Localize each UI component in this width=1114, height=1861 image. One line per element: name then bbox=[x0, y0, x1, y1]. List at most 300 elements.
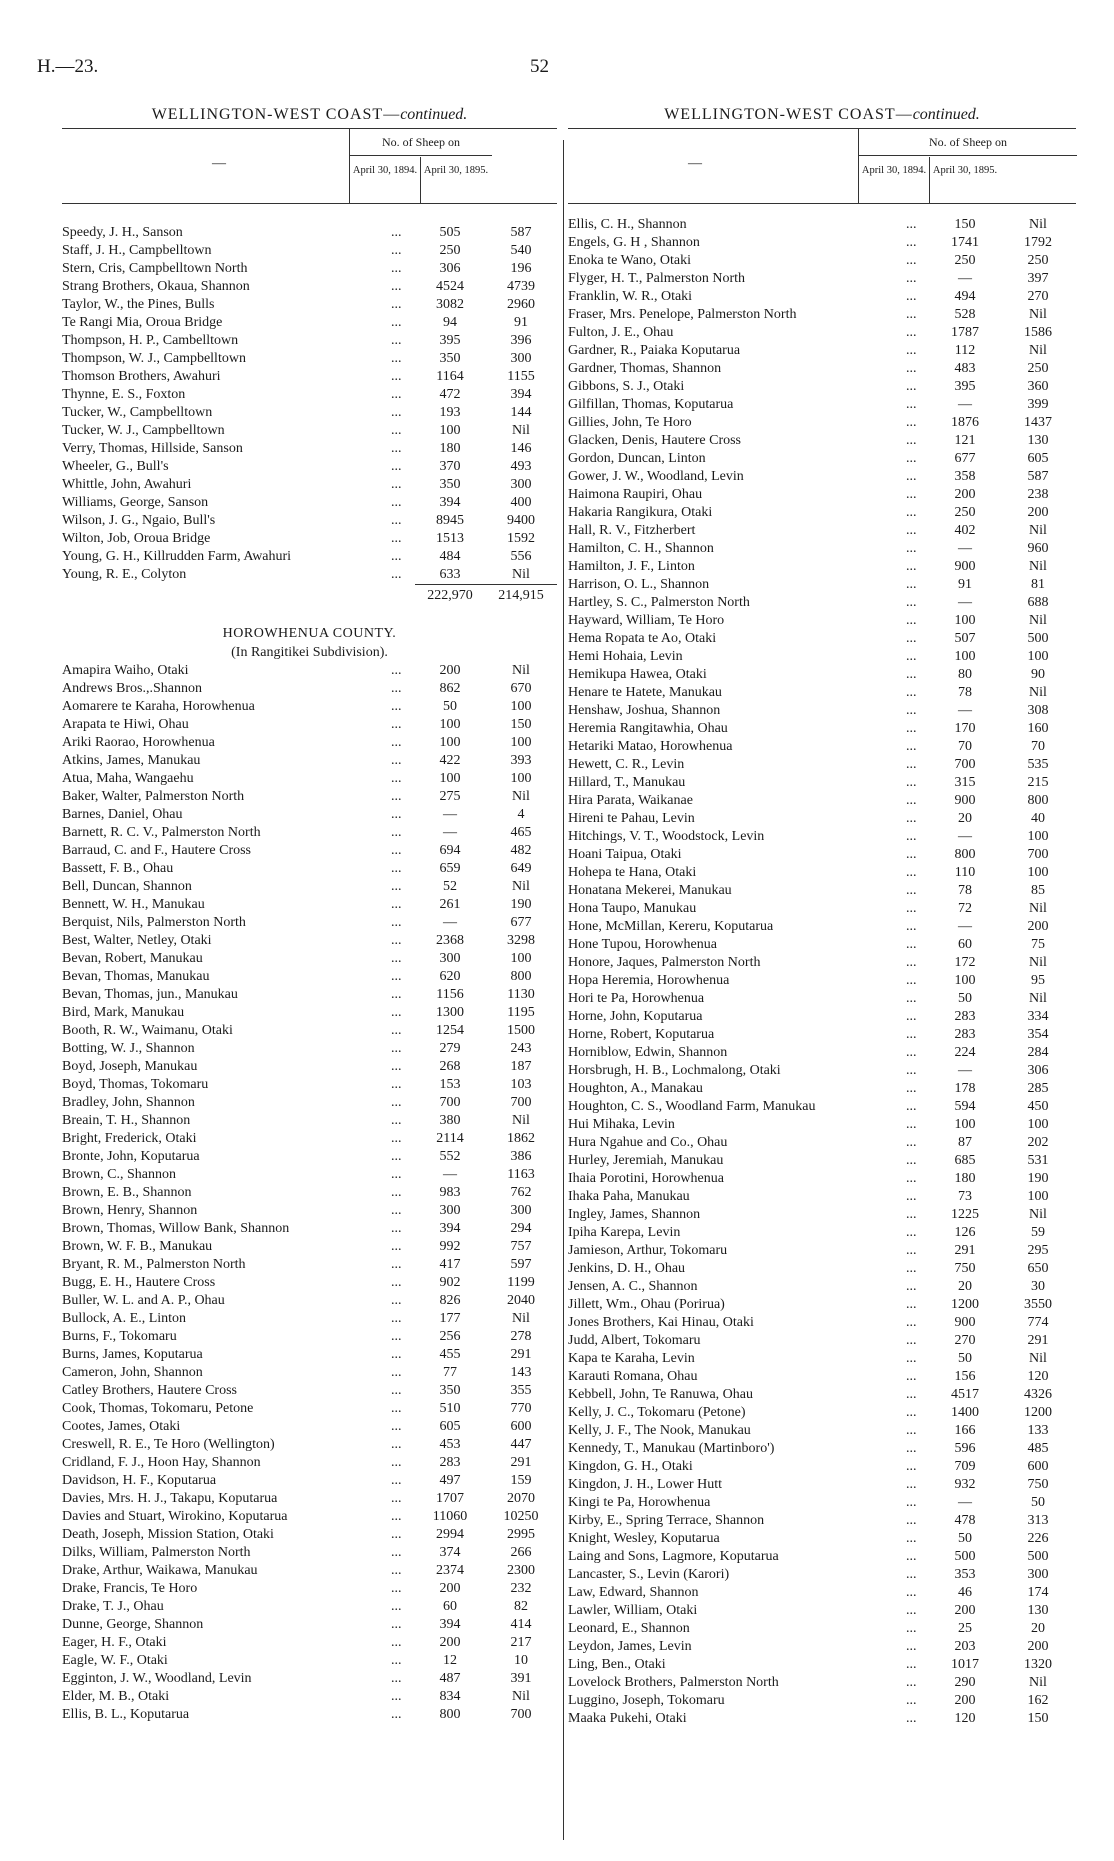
table-row bbox=[62, 788, 557, 806]
table-row bbox=[568, 1242, 1076, 1260]
sheep-1894: 100 bbox=[954, 613, 976, 628]
leader-dots: ... bbox=[391, 441, 402, 456]
sheep-1895: 750 bbox=[1027, 1477, 1049, 1492]
sheep-1894: 500 bbox=[954, 1549, 976, 1564]
sheep-1895: 1592 bbox=[507, 531, 535, 546]
sheep-1894: 91 bbox=[958, 577, 972, 592]
sheep-1895: 670 bbox=[510, 681, 532, 696]
owner-name: Hetariki Matao, Horowhenua bbox=[568, 739, 733, 754]
sheep-1894: 50 bbox=[958, 991, 972, 1006]
owner-name: Hira Parata, Waikanae bbox=[568, 793, 693, 808]
sheep-1895: Nil bbox=[512, 1689, 530, 1704]
leader-dots: ... bbox=[906, 937, 917, 952]
table-row bbox=[568, 1044, 1076, 1062]
leader-dots: ... bbox=[391, 1689, 402, 1704]
sheep-1895: 391 bbox=[510, 1671, 532, 1686]
owner-name: Thynne, E. S., Foxton bbox=[62, 387, 186, 402]
sheep-1894: 77 bbox=[443, 1365, 457, 1380]
owner-name: Gardner, Thomas, Shannon bbox=[568, 361, 722, 376]
table-row bbox=[568, 648, 1076, 666]
sheep-1894: 1787 bbox=[951, 325, 979, 340]
sheep-1894: 1017 bbox=[951, 1657, 979, 1672]
owner-name: Bevan, Thomas, jun., Manukau bbox=[62, 987, 238, 1002]
owner-name: Berquist, Nils, Palmerston North bbox=[62, 915, 246, 930]
table-row bbox=[62, 1616, 557, 1634]
leader-dots: ... bbox=[906, 649, 917, 664]
sheep-1895: Nil bbox=[1029, 901, 1047, 916]
sheep-1894: 834 bbox=[439, 1689, 461, 1704]
leader-dots: ... bbox=[391, 879, 402, 894]
owner-name: Gardner, R., Paiaka Koputarua bbox=[568, 343, 741, 358]
sheep-1894: 4524 bbox=[436, 279, 464, 294]
sheep-1894: 60 bbox=[958, 937, 972, 952]
sheep-1895: 355 bbox=[510, 1383, 532, 1398]
sheep-1895: 9400 bbox=[507, 513, 535, 528]
leader-dots: ... bbox=[906, 703, 917, 718]
sheep-1895: 190 bbox=[510, 897, 532, 912]
table-row bbox=[568, 1566, 1076, 1584]
table-row bbox=[568, 990, 1076, 1008]
sheep-1895: 75 bbox=[1031, 937, 1045, 952]
sheep-1894: 497 bbox=[439, 1473, 461, 1488]
leader-dots: ... bbox=[391, 243, 402, 258]
table-row bbox=[62, 896, 557, 914]
owner-name: Whittle, John, Awahuri bbox=[62, 477, 192, 492]
table-row bbox=[568, 882, 1076, 900]
owner-name: Hartley, S. C., Palmerston North bbox=[568, 595, 750, 610]
leader-dots: ... bbox=[906, 559, 917, 574]
leader-dots: ... bbox=[906, 397, 917, 412]
sheep-1894: 200 bbox=[439, 1581, 461, 1596]
leader-dots: ... bbox=[391, 1293, 402, 1308]
sheep-1894: 1300 bbox=[436, 1005, 464, 1020]
owner-name: Hall, R. V., Fitzherbert bbox=[568, 523, 696, 538]
owner-name: Hori te Pa, Horowhenua bbox=[568, 991, 705, 1006]
table-row bbox=[62, 950, 557, 968]
leader-dots: ... bbox=[906, 1567, 917, 1582]
owner-name: Cootes, James, Otaki bbox=[62, 1419, 181, 1434]
leader-dots: ... bbox=[906, 1117, 917, 1132]
table-row bbox=[62, 1076, 557, 1094]
sheep-1894: 306 bbox=[439, 261, 461, 276]
table-row bbox=[62, 494, 557, 512]
table-row bbox=[62, 1022, 557, 1040]
owner-name: Jillett, Wm., Ohau (Porirua) bbox=[568, 1297, 725, 1312]
table-row bbox=[62, 242, 557, 260]
table-row bbox=[62, 1382, 557, 1400]
column-divider bbox=[563, 140, 564, 1840]
owner-name: Horne, Robert, Koputarua bbox=[568, 1027, 715, 1042]
sheep-1895: 399 bbox=[1027, 397, 1049, 412]
sheep-1895: 162 bbox=[1027, 1693, 1049, 1708]
sheep-1894: 350 bbox=[439, 351, 461, 366]
leader-dots: ... bbox=[391, 333, 402, 348]
owner-name: Leonard, E., Shannon bbox=[568, 1621, 690, 1636]
sheep-1895: 150 bbox=[510, 717, 532, 732]
sheep-1894: 605 bbox=[439, 1419, 461, 1434]
leader-dots: ... bbox=[391, 861, 402, 876]
table-row bbox=[568, 1494, 1076, 1512]
table-row bbox=[568, 270, 1076, 288]
sheep-1894: 750 bbox=[954, 1261, 976, 1276]
sheep-1894: 100 bbox=[439, 771, 461, 786]
sheep-1895: 146 bbox=[510, 441, 532, 456]
owner-name: Kapa te Karaha, Levin bbox=[568, 1351, 695, 1366]
sheep-1894: 394 bbox=[439, 1221, 461, 1236]
owner-name: Davies and Stuart, Wirokino, Koputarua bbox=[62, 1509, 288, 1524]
table-row bbox=[568, 468, 1076, 486]
owner-name: Kingdon, J. H., Lower Hutt bbox=[568, 1477, 722, 1492]
sheep-1895: Nil bbox=[1029, 559, 1047, 574]
table-row bbox=[62, 1094, 557, 1112]
owner-name: Thomson Brothers, Awahuri bbox=[62, 369, 221, 384]
leader-dots: ... bbox=[906, 577, 917, 592]
owner-name: Ihaia Porotini, Horowhenua bbox=[568, 1171, 724, 1186]
sheep-1895: 1195 bbox=[507, 1005, 535, 1020]
table-row bbox=[62, 224, 557, 242]
sheep-1895: 278 bbox=[510, 1329, 532, 1344]
table-row bbox=[62, 1004, 557, 1022]
sheep-1894: 283 bbox=[439, 1455, 461, 1470]
sheep-1895: Nil bbox=[1029, 1675, 1047, 1690]
sheep-1894: 120 bbox=[954, 1711, 976, 1726]
leader-dots: ... bbox=[906, 1153, 917, 1168]
sheep-1895: 2995 bbox=[507, 1527, 535, 1542]
owner-name: Henare te Hatete, Manukau bbox=[568, 685, 722, 700]
owner-name: Bronte, John, Koputarua bbox=[62, 1149, 200, 1164]
owner-name: Engels, G. H , Shannon bbox=[568, 235, 700, 250]
sheep-1895: 3550 bbox=[1024, 1297, 1052, 1312]
leader-dots: ... bbox=[391, 1455, 402, 1470]
owner-name: Harrison, O. L., Shannon bbox=[568, 577, 710, 592]
owner-name: Davidson, H. F., Koputarua bbox=[62, 1473, 217, 1488]
sheep-1894: 800 bbox=[954, 847, 976, 862]
sheep-1895: 120 bbox=[1027, 1369, 1049, 1384]
owner-name: Kelly, J. C., Tokomaru (Petone) bbox=[568, 1405, 746, 1420]
table-row bbox=[62, 1346, 557, 1364]
table-row bbox=[62, 530, 557, 548]
sheep-1895: 187 bbox=[510, 1059, 532, 1074]
sheep-1894: 596 bbox=[954, 1441, 976, 1456]
table-row bbox=[568, 1440, 1076, 1458]
sheep-1895: 20 bbox=[1031, 1621, 1045, 1636]
table-row bbox=[62, 1364, 557, 1382]
owner-name: Hurley, Jeremiah, Manukau bbox=[568, 1153, 724, 1168]
sheep-1894: 694 bbox=[439, 843, 461, 858]
sheep-1895: 300 bbox=[510, 1203, 532, 1218]
page-number: 52 bbox=[530, 56, 549, 77]
sheep-1894: 594 bbox=[954, 1099, 976, 1114]
table-row bbox=[568, 1170, 1076, 1188]
table-row bbox=[568, 396, 1076, 414]
sheep-1894: 700 bbox=[439, 1095, 461, 1110]
sheep-1895: 70 bbox=[1031, 739, 1045, 754]
sheep-1894: 177 bbox=[439, 1311, 461, 1326]
table-row bbox=[62, 1040, 557, 1058]
sheep-1895: 133 bbox=[1027, 1423, 1049, 1438]
sheep-1894: — bbox=[443, 825, 457, 840]
leader-dots: ... bbox=[391, 279, 402, 294]
sheep-1894: — bbox=[443, 807, 457, 822]
leader-dots: ... bbox=[906, 1603, 917, 1618]
sheep-1895: 243 bbox=[510, 1041, 532, 1056]
sheep-1895: 2040 bbox=[507, 1293, 535, 1308]
owner-name: Boyd, Joseph, Manukau bbox=[62, 1059, 198, 1074]
sheep-1895: 485 bbox=[1027, 1441, 1049, 1456]
sheep-1894: 395 bbox=[439, 333, 461, 348]
owner-name: Hemikupa Hawea, Otaki bbox=[568, 667, 707, 682]
sheep-1894: — bbox=[958, 919, 972, 934]
sheep-1894: 256 bbox=[439, 1329, 461, 1344]
sheep-1895: 386 bbox=[510, 1149, 532, 1164]
sheep-1895: 414 bbox=[510, 1617, 532, 1632]
county-heading: HOROWHENUA COUNTY. bbox=[222, 626, 397, 641]
owner-name: Kennedy, T., Manukau (Martinboro') bbox=[568, 1441, 775, 1456]
sheep-1894: 1225 bbox=[951, 1207, 979, 1222]
sheep-1895: 196 bbox=[510, 261, 532, 276]
sheep-1894: 300 bbox=[439, 1203, 461, 1218]
sheep-1894: — bbox=[958, 829, 972, 844]
sheep-1895: 308 bbox=[1027, 703, 1049, 718]
sheep-1894: 472 bbox=[439, 387, 461, 402]
sheep-1894: 100 bbox=[954, 973, 976, 988]
sheep-1895: 360 bbox=[1027, 379, 1049, 394]
owner-name: Hireni te Pahau, Levin bbox=[568, 811, 695, 826]
leader-dots: ... bbox=[391, 297, 402, 312]
sheep-1895: 85 bbox=[1031, 883, 1045, 898]
sheep-1894: 1513 bbox=[436, 531, 464, 546]
table-row bbox=[568, 900, 1076, 918]
sheep-1894: 150 bbox=[954, 217, 976, 232]
owner-name: Thompson, W. J., Campbelltown bbox=[62, 351, 246, 366]
table-row bbox=[568, 1386, 1076, 1404]
sheep-1894: 300 bbox=[439, 951, 461, 966]
owner-name: Speedy, J. H., Sanson bbox=[62, 225, 183, 240]
sheep-1894: 73 bbox=[958, 1189, 972, 1204]
owner-name: Kebbell, John, Te Ranuwa, Ohau bbox=[568, 1387, 754, 1402]
sheep-1895: 82 bbox=[514, 1599, 528, 1614]
leader-dots: ... bbox=[906, 1225, 917, 1240]
table-row bbox=[62, 860, 557, 878]
leader-dots: ... bbox=[906, 1585, 917, 1600]
leader-dots: ... bbox=[391, 567, 402, 582]
leader-dots: ... bbox=[906, 667, 917, 682]
sheep-1895: Nil bbox=[1029, 685, 1047, 700]
owner-name: Williams, George, Sanson bbox=[62, 495, 209, 510]
table-row bbox=[568, 288, 1076, 306]
owner-name: Hemi Hohaia, Levin bbox=[568, 649, 683, 664]
table-row bbox=[568, 1350, 1076, 1368]
leader-dots: ... bbox=[391, 423, 402, 438]
sheep-1894: 478 bbox=[954, 1513, 976, 1528]
table-row bbox=[62, 1292, 557, 1310]
table-row bbox=[568, 684, 1076, 702]
sheep-1894: 200 bbox=[954, 487, 976, 502]
leader-dots: ... bbox=[906, 883, 917, 898]
leader-dots: ... bbox=[391, 1275, 402, 1290]
table-row bbox=[62, 680, 557, 698]
owner-name: Burns, F., Tokomaru bbox=[62, 1329, 177, 1344]
leader-dots: ... bbox=[391, 843, 402, 858]
sheep-1894: — bbox=[443, 1167, 457, 1182]
sheep-1894: 200 bbox=[439, 663, 461, 678]
sheep-1895: 2300 bbox=[507, 1563, 535, 1578]
sheep-1894: 380 bbox=[439, 1113, 461, 1128]
leader-dots: ... bbox=[391, 753, 402, 768]
table-row bbox=[568, 1062, 1076, 1080]
sheep-1894: 25 bbox=[958, 1621, 972, 1636]
sheep-1894: 156 bbox=[954, 1369, 976, 1384]
owner-name: Botting, W. J., Shannon bbox=[62, 1041, 195, 1056]
sheep-1894: 270 bbox=[954, 1333, 976, 1348]
table-row bbox=[62, 1472, 557, 1490]
leader-dots: ... bbox=[906, 379, 917, 394]
owner-name: Law, Edward, Shannon bbox=[568, 1585, 699, 1600]
leader-dots: ... bbox=[391, 1473, 402, 1488]
sheep-1895: 226 bbox=[1027, 1531, 1049, 1546]
owner-name: Jenkins, D. H., Ohau bbox=[568, 1261, 686, 1276]
leader-dots: ... bbox=[906, 919, 917, 934]
leader-dots: ... bbox=[391, 477, 402, 492]
sheep-1894: 275 bbox=[439, 789, 461, 804]
left-column bbox=[62, 106, 557, 1724]
sheep-1895: 535 bbox=[1027, 757, 1049, 772]
sheep-1894: 700 bbox=[954, 757, 976, 772]
table-row bbox=[568, 1188, 1076, 1206]
table-row bbox=[568, 1656, 1076, 1674]
sheep-1894: — bbox=[958, 703, 972, 718]
leader-dots: ... bbox=[391, 495, 402, 510]
table-row bbox=[568, 954, 1076, 972]
table-row bbox=[62, 1220, 557, 1238]
sheep-1894: 900 bbox=[954, 1315, 976, 1330]
table-row bbox=[568, 774, 1076, 792]
sheep-1894: 126 bbox=[954, 1225, 976, 1240]
sheep-1895: 100 bbox=[510, 771, 532, 786]
sheep-1895: 250 bbox=[1027, 361, 1049, 376]
leader-dots: ... bbox=[906, 1711, 917, 1726]
leader-dots: ... bbox=[906, 973, 917, 988]
table-row bbox=[568, 324, 1076, 342]
sheep-1894: 315 bbox=[954, 775, 976, 790]
sheep-1895: Nil bbox=[512, 663, 530, 678]
owner-name: Hayward, William, Te Horo bbox=[568, 613, 725, 628]
group-label: No. of Sheep on bbox=[859, 129, 1077, 156]
table-row bbox=[568, 1134, 1076, 1152]
sheep-1895: 215 bbox=[1027, 775, 1049, 790]
sheep-1895: 600 bbox=[1027, 1459, 1049, 1474]
owner-name: Wilton, Job, Oroua Bridge bbox=[62, 531, 211, 546]
table-row bbox=[568, 414, 1076, 432]
sheep-1895: 238 bbox=[1027, 487, 1049, 502]
leader-dots: ... bbox=[391, 699, 402, 714]
leader-dots: ... bbox=[391, 1635, 402, 1650]
sheep-1894: — bbox=[958, 1495, 972, 1510]
leader-dots: ... bbox=[391, 1203, 402, 1218]
table-row bbox=[568, 936, 1076, 954]
leader-dots: ... bbox=[906, 739, 917, 754]
name-column-header: — bbox=[212, 156, 226, 171]
leader-dots: ... bbox=[906, 685, 917, 700]
table-row bbox=[62, 296, 557, 314]
leader-dots: ... bbox=[906, 1477, 917, 1492]
leader-dots: ... bbox=[391, 225, 402, 240]
leader-dots: ... bbox=[906, 1423, 917, 1438]
sheep-1895: 1500 bbox=[507, 1023, 535, 1038]
sheep-1894: 402 bbox=[954, 523, 976, 538]
leader-dots: ... bbox=[391, 1653, 402, 1668]
owner-name: Haimona Raupiri, Ohau bbox=[568, 487, 703, 502]
sheep-1895: 285 bbox=[1027, 1081, 1049, 1096]
owner-name: Buller, W. L. and A. P., Ohau bbox=[62, 1293, 225, 1308]
leader-dots: ... bbox=[906, 1333, 917, 1348]
table-row bbox=[568, 1152, 1076, 1170]
sheep-1895: 306 bbox=[1027, 1063, 1049, 1078]
owner-name: Karauti Romana, Ohau bbox=[568, 1369, 698, 1384]
sheep-1895: Nil bbox=[1029, 307, 1047, 322]
leader-dots: ... bbox=[391, 1347, 402, 1362]
table-row bbox=[62, 986, 557, 1004]
sheep-1895: Nil bbox=[512, 567, 530, 582]
sheep-1894: 112 bbox=[954, 343, 976, 358]
sheep-1894: 2114 bbox=[436, 1131, 464, 1146]
leader-dots: ... bbox=[906, 469, 917, 484]
owner-name: Hamilton, J. F., Linton bbox=[568, 559, 695, 574]
table-row bbox=[568, 666, 1076, 684]
owner-name: Kelly, J. F., The Nook, Manukau bbox=[568, 1423, 751, 1438]
leader-dots: ... bbox=[906, 1675, 917, 1690]
table-row bbox=[62, 1706, 557, 1724]
leader-dots: ... bbox=[391, 1527, 402, 1542]
sheep-1894: — bbox=[958, 541, 972, 556]
leader-dots: ... bbox=[906, 865, 917, 880]
owner-name: Atkins, James, Manukau bbox=[62, 753, 201, 768]
sheep-1895: 540 bbox=[510, 243, 532, 258]
leader-dots: ... bbox=[906, 631, 917, 646]
owner-name: Cook, Thomas, Tokomaru, Petone bbox=[62, 1401, 254, 1416]
table-row bbox=[568, 522, 1076, 540]
leader-dots: ... bbox=[391, 1383, 402, 1398]
owner-name: Hone, McMillan, Kereru, Koputarua bbox=[568, 919, 774, 934]
sheep-1894: 283 bbox=[954, 1009, 976, 1024]
sheep-1895: 2960 bbox=[507, 297, 535, 312]
leader-dots: ... bbox=[391, 261, 402, 276]
owner-name: Hewett, C. R., Levin bbox=[568, 757, 685, 772]
leader-dots: ... bbox=[391, 771, 402, 786]
leader-dots: ... bbox=[906, 523, 917, 538]
sheep-1895: 100 bbox=[1027, 1189, 1049, 1204]
leader-dots: ... bbox=[391, 1131, 402, 1146]
sheep-1895: 100 bbox=[510, 951, 532, 966]
sheep-1894: 72 bbox=[958, 901, 972, 916]
leader-dots: ... bbox=[391, 717, 402, 732]
table-row bbox=[62, 968, 557, 986]
table-row bbox=[62, 734, 557, 752]
sheep-1895: 59 bbox=[1031, 1225, 1045, 1240]
sheep-1894: 1741 bbox=[951, 235, 979, 250]
table-row bbox=[568, 630, 1076, 648]
leader-dots: ... bbox=[391, 825, 402, 840]
sheep-1895: 762 bbox=[510, 1185, 532, 1200]
sheep-1895: 605 bbox=[1027, 451, 1049, 466]
owner-name: Gilfillan, Thomas, Koputarua bbox=[568, 397, 734, 412]
sheep-1894: 94 bbox=[443, 315, 457, 330]
sheep-1895: 587 bbox=[510, 225, 532, 240]
sheep-1894: 52 bbox=[443, 879, 457, 894]
owner-name: Lovelock Brothers, Palmerston North bbox=[568, 1675, 779, 1690]
table-row bbox=[568, 1530, 1076, 1548]
owner-name: Staff, J. H., Campbelltown bbox=[62, 243, 212, 258]
